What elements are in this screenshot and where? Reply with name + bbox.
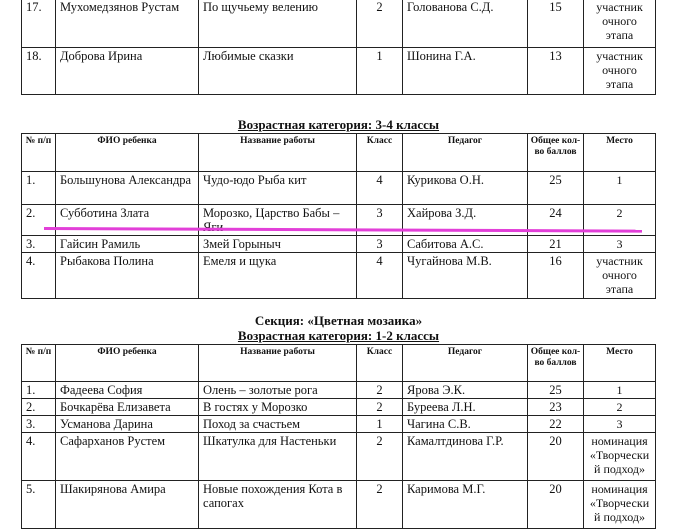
col-header-score: Общее кол-во баллов xyxy=(528,134,584,172)
place: участник очного этапа xyxy=(584,48,656,95)
place: участник очного этапа xyxy=(584,0,656,48)
col-header-score: Общее кол-во баллов xyxy=(528,345,584,382)
work-title: Новые похождения Кота в сапогах xyxy=(199,481,357,529)
grade: 1 xyxy=(357,416,403,433)
table-row xyxy=(22,0,656,48)
teacher: Курикова О.Н. xyxy=(403,172,528,205)
score: 24 xyxy=(528,205,584,236)
row-number: 1. xyxy=(22,172,56,205)
child-name: Доброва Ирина xyxy=(56,48,199,95)
work-title: Поход за счастьем xyxy=(199,416,357,433)
work-title: Емеля и щука xyxy=(199,253,357,299)
col-header-teacher: Педагог xyxy=(403,345,528,382)
score: 20 xyxy=(528,433,584,481)
results-table-top xyxy=(21,0,656,95)
place: номинация «Творчески й подход» xyxy=(584,433,656,481)
teacher: Ярова Э.К. xyxy=(403,382,528,399)
work-title: В гостях у Морозко xyxy=(199,399,357,416)
teacher: Буреева Л.Н. xyxy=(403,399,528,416)
place: 1 xyxy=(584,172,656,205)
table-row xyxy=(22,48,656,95)
work-title: Морозко, Царство Бабы – xyxy=(199,205,357,236)
child-name: Сафарханов Рустем xyxy=(56,433,199,481)
grade: 2 xyxy=(357,399,403,416)
row-number: 1. xyxy=(22,382,56,399)
place: 2 xyxy=(584,205,656,236)
table-header-row xyxy=(22,134,656,172)
grade: 2 xyxy=(357,481,403,529)
work-title: Змей Горыныч xyxy=(199,236,357,253)
child-name: Рыбакова Полина xyxy=(56,253,199,299)
row-number: 3. xyxy=(22,416,56,433)
child-name: Усманова Дарина xyxy=(56,416,199,433)
teacher: Голованова С.Д. xyxy=(403,0,528,48)
col-header-name: ФИО ребенка xyxy=(56,134,199,172)
score: 22 xyxy=(528,416,584,433)
child-name: Шакирянова Амира xyxy=(56,481,199,529)
row-number: 18. xyxy=(22,48,56,95)
work-title: Чудо-юдо Рыба кит xyxy=(199,172,357,205)
table-row xyxy=(22,236,656,253)
row-number: 3. xyxy=(22,236,56,253)
table-row xyxy=(22,382,656,399)
row-number: 2. xyxy=(22,205,56,236)
grade: 3 xyxy=(357,236,403,253)
section-heading: Секция: «Цветная мозаика» xyxy=(254,313,423,328)
grade: 4 xyxy=(357,253,403,299)
row-number: 2. xyxy=(22,399,56,416)
place: 3 xyxy=(584,416,656,433)
col-header-number: № п/п xyxy=(22,345,56,382)
row-number: 5. xyxy=(22,481,56,529)
age-category-heading: Возрастная категория: 1-2 классы xyxy=(237,328,440,343)
score: 25 xyxy=(528,172,584,205)
place: участник очного этапа xyxy=(584,253,656,299)
teacher: Камалтдинова Г.Р. xyxy=(403,433,528,481)
table-header-row xyxy=(22,345,656,382)
place: 3 xyxy=(584,236,656,253)
work-title: Любимые сказки xyxy=(199,48,357,95)
row-number: 4. xyxy=(22,253,56,299)
score: 16 xyxy=(528,253,584,299)
grade: 4 xyxy=(357,172,403,205)
work-title: Шкатулка для Настеньки xyxy=(199,433,357,481)
work-title: По щучьему велению xyxy=(199,0,357,48)
score: 20 xyxy=(528,481,584,529)
row-number: 17. xyxy=(22,0,56,48)
table-row xyxy=(22,253,656,299)
col-header-number: № п/п xyxy=(22,134,56,172)
table-row xyxy=(22,416,656,433)
score: 15 xyxy=(528,0,584,48)
child-name: Субботина Злата xyxy=(56,205,199,236)
results-table-3-4 xyxy=(21,133,656,299)
teacher: Сабитова А.С. xyxy=(403,236,528,253)
place: номинация «Творчески й подход» xyxy=(584,481,656,529)
col-header-work: Название работы xyxy=(199,345,357,382)
table-row xyxy=(22,172,656,205)
col-header-name: ФИО ребенка xyxy=(56,345,199,382)
grade: 3 xyxy=(357,205,403,236)
age-category-heading: Возрастная категория: 3-4 классы xyxy=(237,117,440,132)
child-name: Гайсин Рамиль xyxy=(56,236,199,253)
teacher: Каримова М.Г. xyxy=(403,481,528,529)
table-row xyxy=(22,433,656,481)
results-table-1-2 xyxy=(21,344,656,529)
score: 25 xyxy=(528,382,584,399)
col-header-place: Место xyxy=(584,345,656,382)
place: 2 xyxy=(584,399,656,416)
child-name: Бочкарёва Елизавета xyxy=(56,399,199,416)
teacher: Чугайнова М.В. xyxy=(403,253,528,299)
table-row xyxy=(22,399,656,416)
teacher: Шонина Г.А. xyxy=(403,48,528,95)
row-number: 4. xyxy=(22,433,56,481)
col-header-work: Название работы xyxy=(199,134,357,172)
work-title: Олень – золотые рога xyxy=(199,382,357,399)
place: 1 xyxy=(584,382,656,399)
score: 23 xyxy=(528,399,584,416)
col-header-teacher: Педагог xyxy=(403,134,528,172)
grade: 2 xyxy=(357,433,403,481)
score: 21 xyxy=(528,236,584,253)
teacher: Хайрова З.Д. xyxy=(403,205,528,236)
grade: 1 xyxy=(357,48,403,95)
child-name: Фадеева София xyxy=(56,382,199,399)
col-header-grade: Класс xyxy=(357,345,403,382)
table-row xyxy=(22,481,656,529)
teacher: Чагина С.В. xyxy=(403,416,528,433)
grade: 2 xyxy=(357,382,403,399)
child-name: Большунова Александра xyxy=(56,172,199,205)
col-header-grade: Класс xyxy=(357,134,403,172)
grade: 2 xyxy=(357,0,403,48)
col-header-place: Место xyxy=(584,134,656,172)
child-name: Мухомедзянов Рустам xyxy=(56,0,199,48)
score: 13 xyxy=(528,48,584,95)
